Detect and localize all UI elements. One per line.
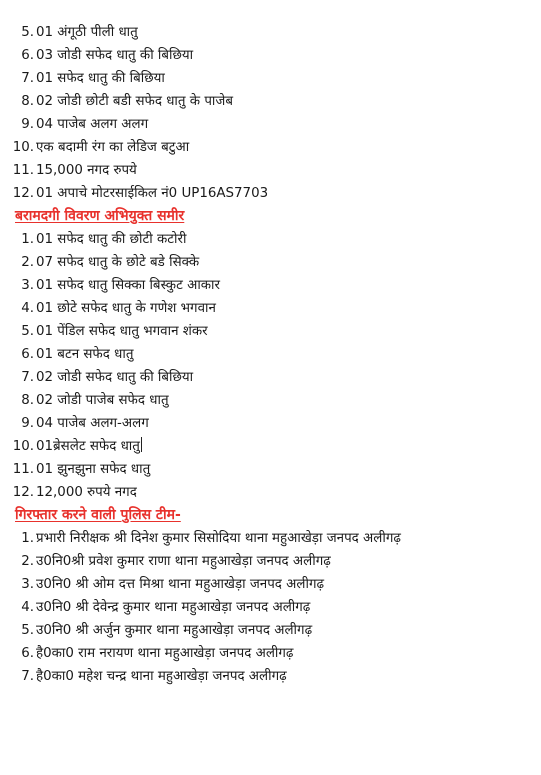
list-text: 01ब्रेसलेट सफेद धातु — [36, 439, 140, 454]
list-item — [0, 642, 541, 665]
list-item — [0, 527, 541, 550]
list-text: 01 सफेद धातु की बिछिया — [36, 71, 165, 86]
list-number: 2. — [21, 255, 34, 270]
list-text: 01 अपाचे मोटरसाईकिल नं0 UP16AS7703 — [36, 186, 269, 201]
list-item — [0, 136, 541, 159]
list-number: 5. — [21, 623, 34, 638]
list-number: 11. — [12, 163, 34, 178]
list-item — [0, 297, 541, 320]
list-number: 3. — [21, 577, 34, 592]
list-item — [0, 251, 541, 274]
list-item — [0, 366, 541, 389]
list-number: 7. — [21, 370, 34, 385]
section-heading-recovery-sameer — [0, 205, 541, 228]
list-item — [0, 274, 541, 297]
list-text: 01 अंगूठी पीली धातु — [36, 25, 138, 40]
list-text: एक बदामी रंग का लेडिज बटुआ — [36, 140, 190, 155]
section-heading-arresting-team — [0, 504, 541, 527]
list-text: 04 पाजेब अलग अलग — [36, 117, 149, 132]
list-number: 1. — [21, 232, 34, 247]
list-number: 5. — [21, 324, 34, 339]
list-text: 15,000 नगद रुपये — [36, 163, 137, 178]
list-text: 02 जोडी पाजेब सफेद धातु — [36, 393, 169, 408]
list-item — [0, 389, 541, 412]
list-number: 4. — [21, 301, 34, 316]
section-heading-text: बरामदगी विवरण अभियुक्त समीर — [15, 208, 185, 224]
list-item — [0, 113, 541, 136]
list-text: 01 झुनझुना सफेद धातु — [36, 462, 151, 477]
list-number: 1. — [21, 531, 34, 546]
list-text: 04 पाजेब अलग-अलग — [36, 416, 149, 431]
list-number: 10. — [12, 439, 34, 454]
list-item — [0, 67, 541, 90]
list-number: 7. — [21, 669, 34, 684]
list-number: 12. — [12, 186, 34, 201]
list-number: 12. — [12, 485, 34, 500]
list-text: 01 पेंडिल सफेद धातु भगवान शंकर — [36, 324, 208, 339]
list-text: 12,000 रुपये नगद — [36, 485, 137, 500]
list-number: 6. — [21, 48, 34, 63]
list-text: 01 छोटे सफेद धातु के गणेश भगवान — [36, 301, 216, 316]
list-text: 01 सफेद धातु की छोटी कटोरी — [36, 232, 187, 247]
police-team-list — [0, 527, 541, 688]
section-heading-text: गिरफ्तार करने वाली पुलिस टीम- — [15, 507, 181, 523]
list-item — [0, 44, 541, 67]
text-cursor — [141, 437, 142, 452]
list-number: 8. — [21, 94, 34, 109]
document-body — [0, 21, 541, 688]
list-number: 11. — [12, 462, 34, 477]
list-number: 8. — [21, 393, 34, 408]
list-item — [0, 596, 541, 619]
list-text: उ0नि0 श्री ओम दत्त मिश्रा थाना महुआखेड़ा जनपद अलीगढ़ — [36, 577, 325, 592]
list-text: उ0नि0 श्री अर्जुन कुमार थाना महुआखेड़ा जनपद अलीगढ़ — [36, 623, 313, 638]
list-item — [0, 343, 541, 366]
list-text: है0का0 राम नरायण थाना महुआखेड़ा जनपद अलीगढ़ — [36, 646, 294, 661]
recovered-items-list-continued — [0, 21, 541, 205]
list-text: 02 जोडी छोटी बडी सफेद धातु के पाजेब — [36, 94, 233, 109]
list-item — [0, 320, 541, 343]
list-text: है0का0 महेश चन्द्र थाना महुआखेड़ा जनपद अलीगढ़ — [36, 669, 287, 684]
list-item — [0, 159, 541, 182]
recovered-items-list-sameer — [0, 228, 541, 504]
list-text: उ0नि0 श्री देवेन्द्र कुमार थाना महुआखेड़ा जनपद अलीगढ़ — [36, 600, 311, 615]
list-item — [0, 619, 541, 642]
list-text: 02 जोडी सफेद धातु की बिछिया — [36, 370, 194, 385]
list-item — [0, 412, 541, 435]
list-item — [0, 550, 541, 573]
list-item — [0, 228, 541, 251]
list-number: 9. — [21, 416, 34, 431]
list-item — [0, 435, 541, 458]
list-number: 2. — [21, 554, 34, 569]
list-number: 6. — [21, 646, 34, 661]
list-item — [0, 21, 541, 44]
list-item — [0, 458, 541, 481]
list-text: 07 सफेद धातु के छोटे बडे सिक्के — [36, 255, 200, 270]
list-number: 10. — [12, 140, 34, 155]
list-number: 9. — [21, 117, 34, 132]
list-number: 5. — [21, 25, 34, 40]
list-text: 01 सफेद धातु सिक्का बिस्कुट आकार — [36, 278, 220, 293]
list-number: 4. — [21, 600, 34, 615]
list-item — [0, 573, 541, 596]
list-text: उ0नि0श्री प्रवेश कुमार राणा थाना महुआखेड़ा जनपद अलीगढ़ — [36, 554, 331, 569]
list-number: 6. — [21, 347, 34, 362]
list-item — [0, 182, 541, 205]
list-number: 3. — [21, 278, 34, 293]
list-item — [0, 481, 541, 504]
list-item — [0, 665, 541, 688]
list-text: 03 जोडी सफेद धातु की बिछिया — [36, 48, 194, 63]
list-number: 7. — [21, 71, 34, 86]
list-text: प्रभारी निरीक्षक श्री दिनेश कुमार सिसोदिया थाना महुआखेड़ा जनपद अलीगढ़ — [36, 531, 401, 546]
list-text: 01 बटन सफेद धातु — [36, 347, 134, 362]
list-item — [0, 90, 541, 113]
